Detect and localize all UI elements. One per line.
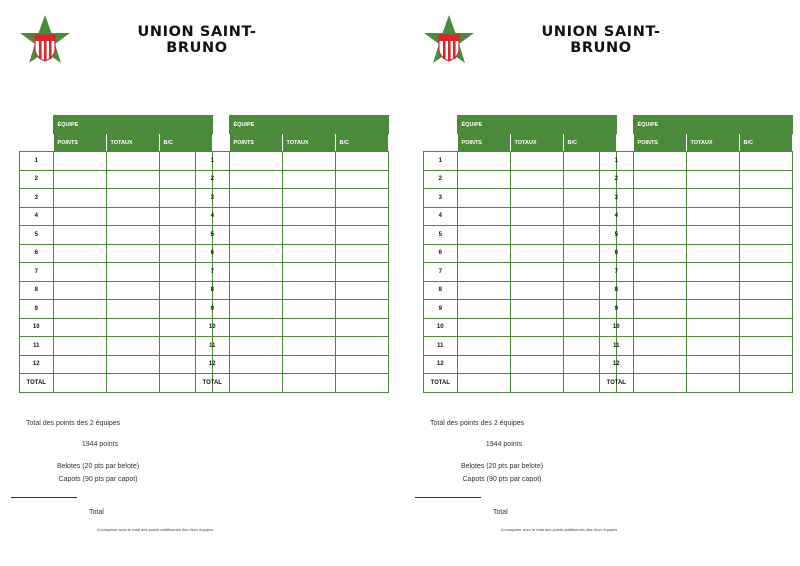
round-number: 2 [600,170,634,189]
round-number: 4 [196,207,230,226]
round-number: 2 [196,170,230,189]
col-points-header: POINTS [633,134,686,152]
round-number: 9 [20,300,54,319]
round-number: 9 [424,300,458,319]
round-number: 11 [20,337,54,356]
round-number: TOTAL [600,374,634,393]
round-number: 5 [424,226,458,245]
round-number: 2 [20,170,54,189]
team-header: ÉQUIPE [53,116,212,134]
col-totaux-header: TOTAUX [282,134,335,152]
round-number: 3 [424,189,458,208]
round-number: 7 [600,263,634,282]
capots-label: Capots (90 pts par capot) [462,476,542,483]
round-number: 1 [424,152,458,171]
round-number: 4 [424,207,458,226]
belotes-label: Belotes (20 pts par belote) [460,463,544,470]
round-number: 5 [600,226,634,245]
round-number: 3 [20,189,54,208]
round-number: 2 [424,170,458,189]
club-title: UNION SAINT-BRUNO [541,24,661,56]
col-totaux-header: TOTAUX [510,134,563,152]
round-number: 1 [20,152,54,171]
col-bc-header: B/C [335,134,388,152]
points-value: 1944 points [81,441,119,448]
team-header: ÉQUIPE [633,116,792,134]
round-number: TOTAL [20,374,54,393]
round-number: TOTAL [424,374,458,393]
belotes-label: Belotes (20 pts par belote) [56,463,140,470]
round-number: 9 [196,300,230,319]
capots-label: Capots (90 pts par capot) [58,476,138,483]
round-number: 12 [600,355,634,374]
round-number: 8 [600,281,634,300]
col-totaux-header: TOTAUX [686,134,739,152]
round-number: TOTAL [196,374,230,393]
round-number: 10 [600,318,634,337]
round-number: 10 [196,318,230,337]
round-number: 3 [600,189,634,208]
round-number: 6 [196,244,230,263]
score-sheet-right [404,0,800,566]
col-points-header: POINTS [229,134,282,152]
col-bc-header: B/C [739,134,792,152]
col-points-header: POINTS [53,134,106,152]
notes-section [404,0,800,566]
round-number: 11 [196,337,230,356]
round-number: 12 [20,355,54,374]
col-points-header: POINTS [457,134,510,152]
round-number: 8 [424,281,458,300]
round-number: 4 [20,207,54,226]
round-number: 10 [20,318,54,337]
round-number: 6 [20,244,54,263]
round-number: 10 [424,318,458,337]
compare-note: A comparer avec le total des points additionnés des deux équipes [97,527,214,532]
round-number: 8 [196,281,230,300]
col-totaux-header: TOTAUX [106,134,159,152]
total-points-label: Total des points des 2 équipes [430,420,525,427]
total-line [415,497,481,498]
col-bc-header: B/C [159,134,212,152]
round-number: 1 [600,152,634,171]
round-number: 11 [424,337,458,356]
round-number: 7 [196,263,230,282]
round-number: 3 [196,189,230,208]
round-number: 7 [424,263,458,282]
total-label: Total [493,509,508,516]
round-number: 6 [600,244,634,263]
round-number: 1 [196,152,230,171]
round-number: 11 [600,337,634,356]
round-number: 9 [600,300,634,319]
team-header: ÉQUIPE [457,116,616,134]
round-number: 5 [196,226,230,245]
round-number: 8 [20,281,54,300]
round-number: 4 [600,207,634,226]
total-line [11,497,77,498]
team-header: ÉQUIPE [229,116,388,134]
compare-note: A comparer avec le total des points additionnés des deux équipes [501,527,618,532]
club-title: UNION SAINT-BRUNO [137,24,257,56]
round-number: 6 [424,244,458,263]
points-value: 1944 points [485,441,523,448]
col-bc-header: B/C [563,134,616,152]
round-number: 12 [424,355,458,374]
total-points-label: Total des points des 2 équipes [26,420,121,427]
round-number: 7 [20,263,54,282]
total-label: Total [89,509,104,516]
round-number: 12 [196,355,230,374]
round-number: 5 [20,226,54,245]
